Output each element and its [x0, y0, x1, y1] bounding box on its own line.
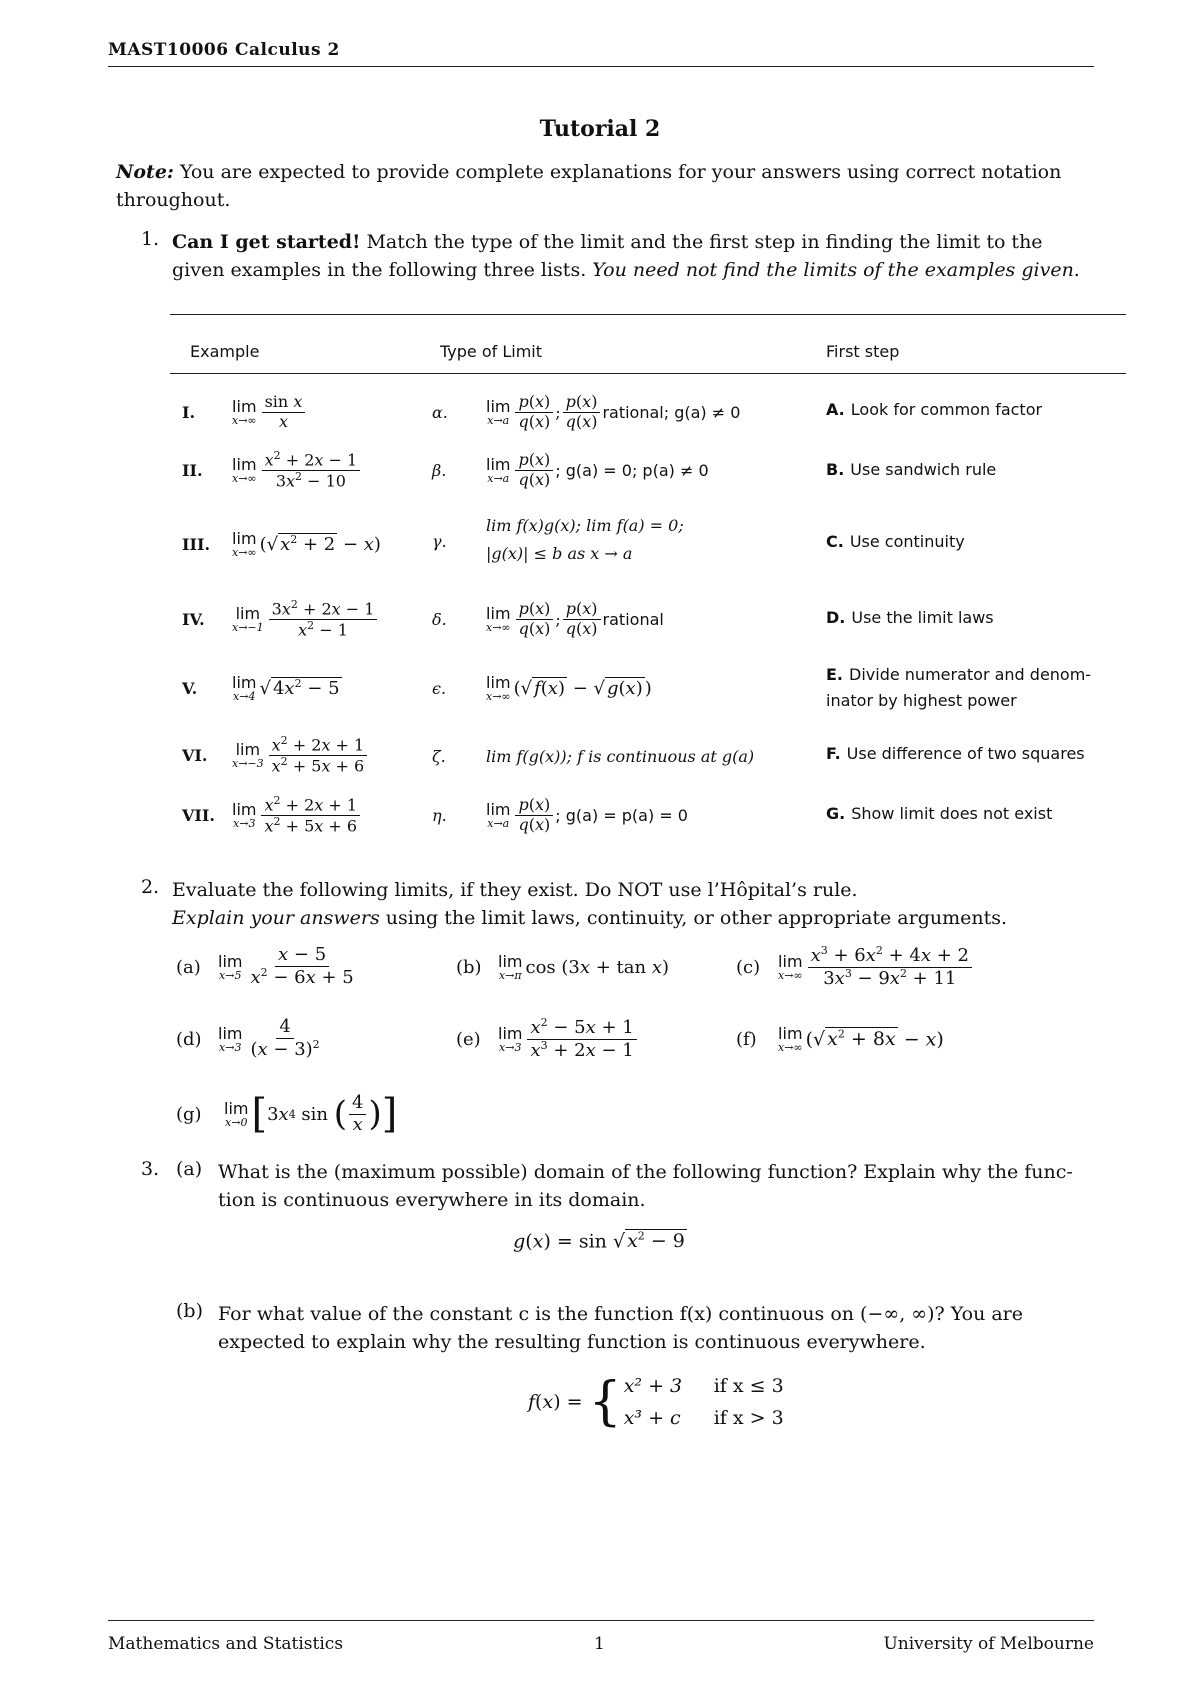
- type-label: γ.: [432, 532, 447, 551]
- q1-text-italic: You need not find the limits of the examples given.: [592, 259, 1080, 281]
- example-label: VII.: [182, 805, 215, 825]
- col-header-example: Example: [190, 342, 260, 361]
- fraction: $\frac{p(x)}{q(x)}$: [515, 451, 553, 489]
- step-label: B.: [826, 460, 845, 479]
- fraction: $\frac{x^2 + 2x - 1}{3x^2 - 10}$: [262, 450, 361, 490]
- q3b-text-line1: For what value of the constant c is the function f(x) continuous on (−∞, ∞)? You are: [218, 1303, 1024, 1325]
- limit-operator: lim x→∞: [778, 1023, 803, 1054]
- q2-number: 2.: [141, 876, 160, 898]
- type-line1: lim f(x)g(x); lim f(a) = 0;: [486, 516, 684, 535]
- type-eta: [432, 790, 688, 840]
- step-label: A.: [826, 400, 845, 419]
- type-text: ; g(a) = 0; p(a) ≠ 0: [555, 460, 709, 480]
- limit-operator: lim x→a: [486, 799, 511, 830]
- q3a-text-line1: What is the (maximum possible) domain of the following function? Explain why the func-: [218, 1161, 1073, 1183]
- fraction: $\frac{p(x)}{q(x)}$: [515, 796, 553, 834]
- table-row: [182, 790, 362, 840]
- q2-part-a: [176, 940, 359, 994]
- step-f: [826, 744, 1085, 763]
- note-label: Note:: [116, 161, 174, 183]
- step-label: D.: [826, 608, 846, 627]
- example-label: V.: [182, 678, 198, 698]
- course-header: MAST10006 Calculus 2: [108, 40, 340, 60]
- footer-right: University of Melbourne: [883, 1634, 1094, 1654]
- step-text: Use continuity: [849, 532, 965, 551]
- note-text: You are expected to provide complete explanations for your answers using correct notation throughout.: [116, 161, 1062, 211]
- table-row: [182, 594, 379, 644]
- part-label: (a): [176, 956, 201, 978]
- limit-operator: lim x→3: [218, 1023, 243, 1054]
- page-number: 1: [594, 1634, 605, 1654]
- type-epsilon: [432, 668, 652, 708]
- q3b-text: [218, 1300, 1094, 1356]
- q3b-label: (b): [176, 1300, 203, 1322]
- part-label: (b): [456, 956, 482, 978]
- table-row: [182, 448, 362, 492]
- step-text: Use sandwich rule: [850, 460, 997, 479]
- expression: √ $4x^2 - 5$: [259, 677, 340, 699]
- example-label: III.: [182, 534, 211, 554]
- type-beta: [432, 448, 709, 492]
- example-label: IV.: [182, 609, 205, 629]
- expression: (√ $x^2 + 8x - x$): [805, 1027, 944, 1051]
- type-alpha: α. lim x→a $\frac{p(x)}{q(x)}$ ; $\frac{p(x)}{q(x)}$ rational; g(a) ≠ 0: [432, 392, 741, 431]
- header-rule: [108, 66, 1094, 67]
- footer-left: Mathematics and Statistics: [108, 1634, 344, 1654]
- example-label: II.: [182, 460, 203, 480]
- col-header-type: Type of Limit: [440, 342, 543, 361]
- limit-operator: lim x→−3: [232, 739, 264, 770]
- part-label: (d): [176, 1028, 202, 1050]
- limit-operator: lim x→5: [218, 951, 243, 982]
- case-expr: x³ + c: [623, 1407, 681, 1429]
- step-label: F.: [826, 744, 841, 763]
- q2-part-b: [456, 940, 669, 994]
- limit-operator: lim x→3: [498, 1023, 523, 1054]
- q2-part-g: [176, 1082, 397, 1146]
- type-label: δ.: [432, 609, 447, 629]
- type-label: ϵ.: [432, 678, 447, 698]
- part-label: (g): [176, 1103, 202, 1125]
- q2-text: [172, 876, 1112, 932]
- q3a-text: [218, 1158, 1094, 1214]
- step-label: G.: [826, 804, 846, 823]
- fraction: $\frac{p(x)}{q(x)}$: [515, 393, 553, 431]
- page-title: Tutorial 2: [539, 116, 661, 142]
- table-top-rule: [170, 314, 1126, 315]
- q3a-label: (a): [176, 1158, 203, 1180]
- example-label: I.: [182, 402, 196, 422]
- q2-part-f: [736, 1012, 944, 1066]
- step-text-line2: inator by highest power: [826, 691, 1017, 710]
- case-expr: x² + 3: [623, 1375, 683, 1397]
- type-label: η.: [432, 805, 447, 825]
- step-text: Look for common factor: [850, 400, 1043, 419]
- q3b-text-line2: expected to explain why the resulting function is continuous everywhere.: [218, 1331, 926, 1353]
- case-cond: if x > 3: [713, 1407, 784, 1429]
- case-row: [624, 1402, 784, 1434]
- q2-text-line1: Evaluate the following limits, if they exist. Do NOT use l’Hôpital’s rule.: [172, 879, 858, 901]
- q2-part-c: [736, 940, 974, 994]
- type-label: β.: [432, 460, 447, 480]
- step-text: Show limit does not exist: [851, 804, 1053, 823]
- fraction: $\frac{3x^2 + 2x - 1}{x^2 - 1}$: [269, 599, 378, 639]
- fraction: $\frac{x - 5}{x^2 - 6x + 5}$: [250, 944, 354, 988]
- fraction: $\frac{p(x)}{q(x)}$: [516, 600, 554, 638]
- type-delta: δ. lim x→∞ $\frac{p(x)}{q(x)}$ ; $\frac{p(x)}{q(x)}$ rational: [432, 599, 664, 638]
- expression: [ 3 x 4 sin ( $\frac{4}{x}$ ) ]: [251, 1091, 398, 1137]
- step-text: Use the limit laws: [851, 608, 994, 627]
- fraction: $\frac{x^3 + 6x^2 + 4x + 2}{3x^3 - 9x^2 + 11}$: [808, 945, 972, 989]
- limit-operator: lim x→a: [486, 454, 511, 485]
- q1-number: 1.: [141, 228, 160, 250]
- table-row: [182, 668, 342, 708]
- q3b-piecewise: f(x) = { x² + 3 if x ≤ 3 x³ + c if x > 3: [528, 1372, 784, 1432]
- expression: (√ f(x) − √ g(x) ): [513, 677, 652, 699]
- col-header-step: First step: [826, 342, 900, 361]
- limit-operator: lim x→π: [498, 951, 523, 982]
- q2-text-italic: Explain your answers: [172, 907, 380, 929]
- limit-operator: lim x→−1: [232, 603, 264, 634]
- limit-operator: lim x→3: [232, 799, 257, 830]
- example-label: VI.: [182, 745, 208, 765]
- step-d: [826, 608, 994, 627]
- step-c: [826, 532, 965, 551]
- type-text: ; g(a) = p(a) = 0: [555, 805, 688, 825]
- type-label: α.: [432, 402, 448, 422]
- limit-operator: lim x→a: [486, 396, 511, 427]
- q3a-text-line2: tion is continuous everywhere in its domain.: [218, 1189, 646, 1211]
- fraction: $\frac{\text{sin x}}{x}$: [262, 393, 306, 431]
- type-text: rational; g(a) ≠ 0: [602, 402, 741, 422]
- case-cond: if x ≤ 3: [713, 1375, 784, 1397]
- fraction: $\frac{4}{(x - 3)^2}$: [250, 1016, 320, 1060]
- type-text: lim f(g(x)); f is continuous at g(a): [486, 746, 755, 766]
- fraction: $\frac{x^2 + 2x + 1}{x^2 + 5x + 6}$: [261, 795, 360, 835]
- part-label: (c): [736, 956, 761, 978]
- expression: (√ $x^2 + 2 - x$): [259, 533, 381, 555]
- limit-operator: lim x→∞: [232, 396, 257, 427]
- fraction: $\frac{p(x)}{q(x)}$: [563, 600, 601, 638]
- step-e: [826, 662, 1091, 714]
- expression: cos (3x + tan x): [525, 956, 669, 978]
- type-zeta: [432, 736, 754, 776]
- q3a-function: g(x) = sin √ $x^2 - 9$: [513, 1230, 685, 1253]
- step-text: Use difference of two squares: [846, 744, 1085, 763]
- limit-operator: lim x→∞: [232, 528, 257, 559]
- limit-operator: lim x→∞: [486, 672, 511, 703]
- part-label: (e): [456, 1028, 481, 1050]
- case-row: [624, 1370, 784, 1402]
- table-header-rule: [170, 373, 1126, 374]
- table-row: [182, 522, 381, 566]
- fraction: $\frac{p(x)}{q(x)}$: [563, 393, 601, 431]
- q1-text-line1: Match the type of the limit and the first step in finding the limit to the: [366, 231, 1043, 253]
- part-label: (f): [736, 1028, 757, 1050]
- q1-text-line2: given examples in the following three lists.: [172, 259, 587, 281]
- table-row: [182, 730, 369, 780]
- step-b: [826, 460, 996, 479]
- note: [116, 158, 1094, 214]
- step-label: E.: [826, 665, 844, 684]
- table-row: [182, 390, 307, 434]
- q2-part-e: [456, 1012, 639, 1066]
- type-text: rational: [602, 609, 664, 629]
- type-line2: |g(x)| ≤ b as x → a: [486, 544, 633, 563]
- q2-text-line2: using the limit laws, continuity, or other appropriate arguments.: [385, 907, 1008, 929]
- fraction: $\frac{x^2 + 2x + 1}{x^2 + 5x + 6}$: [269, 735, 368, 775]
- footer-rule: [108, 1620, 1094, 1621]
- q2-part-d: [176, 1012, 325, 1066]
- q3-number: 3.: [141, 1158, 160, 1180]
- q1-lead: Can I get started!: [172, 231, 361, 253]
- limit-operator: lim x→∞: [232, 454, 257, 485]
- limit-operator: lim x→∞: [486, 603, 511, 634]
- step-text: Divide numerator and denom-: [849, 665, 1092, 684]
- q1-text: [172, 228, 1094, 284]
- limit-operator: lim x→4: [232, 672, 257, 703]
- step-label: C.: [826, 532, 844, 551]
- step-a: [826, 400, 1042, 419]
- type-label: ζ.: [432, 746, 446, 766]
- step-g: [826, 804, 1052, 823]
- fraction: $\frac{x^2 - 5x + 1}{x^3 + 2x - 1}$: [527, 1017, 636, 1061]
- limit-operator: lim x→0: [224, 1098, 249, 1129]
- limit-operator: lim x→∞: [778, 951, 803, 982]
